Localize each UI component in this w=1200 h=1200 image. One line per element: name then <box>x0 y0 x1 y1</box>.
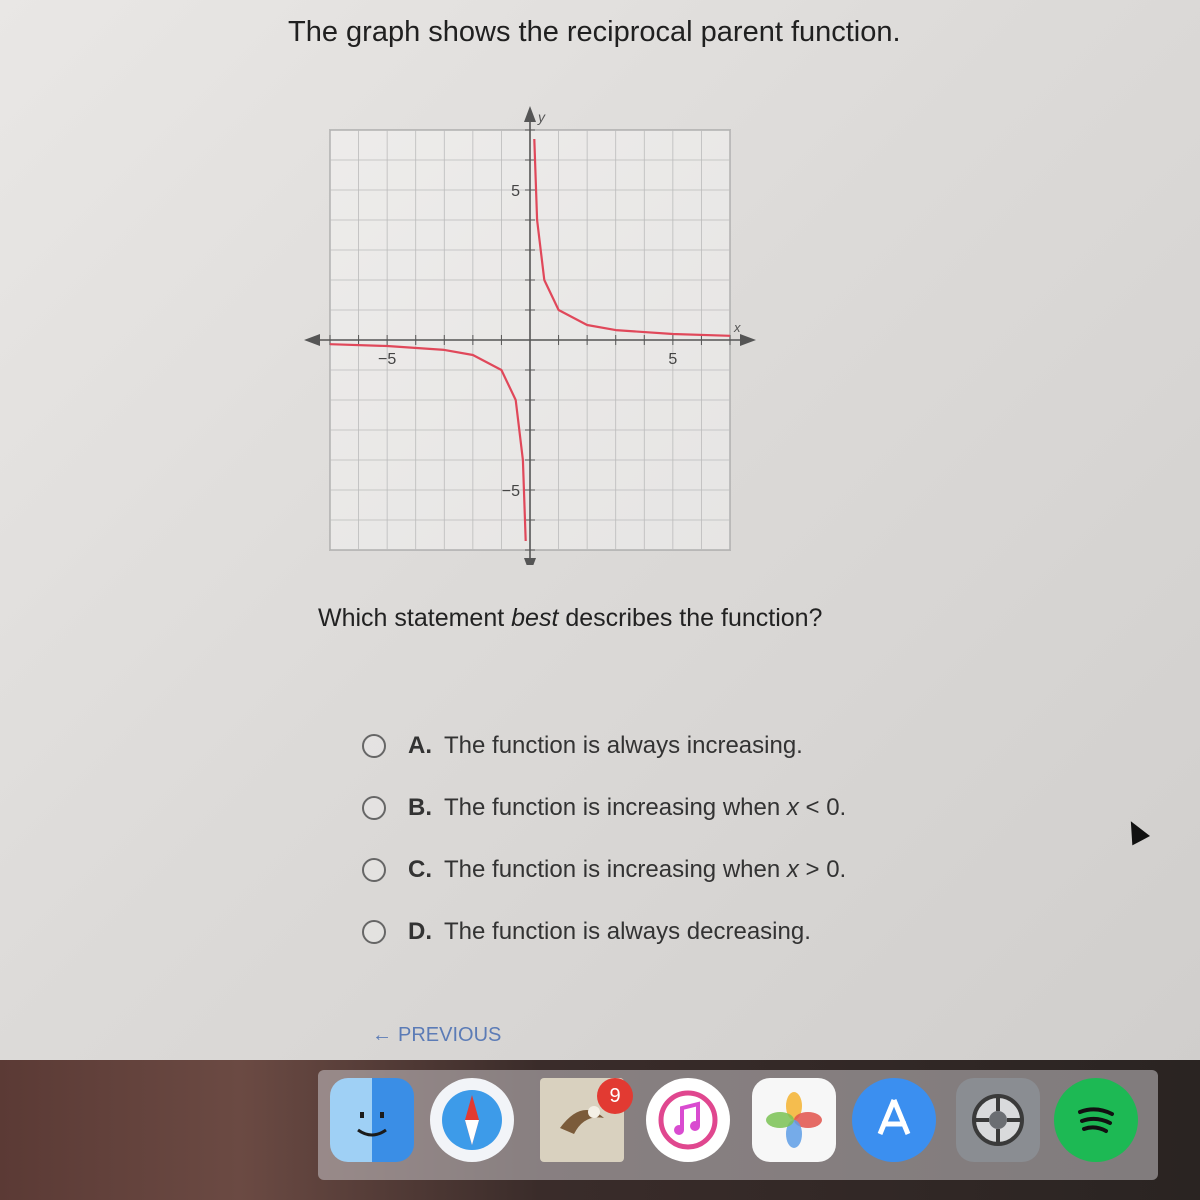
choice-a[interactable] <box>362 726 846 766</box>
choice-text <box>444 856 846 884</box>
radio-c[interactable] <box>362 858 386 882</box>
question-emph: best <box>511 604 559 632</box>
radio-b[interactable] <box>362 796 386 820</box>
mouse-cursor-icon <box>1122 817 1150 846</box>
y-axis-arrow-down <box>524 558 536 565</box>
x-axis-label: x <box>734 320 741 335</box>
radio-d[interactable] <box>362 920 386 944</box>
choice-text-pre: The function is increasing when <box>444 794 787 821</box>
choice-d[interactable] <box>362 912 846 952</box>
answer-choices <box>362 726 846 974</box>
y-axis-label: y <box>538 109 545 125</box>
prompt-text: The graph shows the reciprocal parent function. <box>288 16 901 48</box>
previous-button[interactable] <box>372 1024 501 1047</box>
choice-b[interactable] <box>362 788 846 828</box>
finder-icon[interactable] <box>330 1078 414 1162</box>
choice-letter: D. <box>408 918 432 945</box>
question-after: describes the function? <box>558 604 823 632</box>
choice-letter: B. <box>408 794 432 821</box>
safari-icon[interactable] <box>430 1078 514 1162</box>
x-axis-arrow-left <box>304 334 320 346</box>
choice-text-post: < 0. <box>798 794 847 821</box>
choice-letter: C. <box>408 856 432 883</box>
graph-svg <box>300 105 760 565</box>
app-store-icon[interactable] <box>852 1078 936 1162</box>
x-tick-label-5: 5 <box>668 351 678 368</box>
spotify-icon[interactable] <box>1054 1078 1138 1162</box>
choice-letter: A. <box>408 732 432 759</box>
choice-text: The function is always decreasing. <box>444 918 811 945</box>
choice-text-post: > 0. <box>798 856 847 883</box>
mail-badge: 9 <box>597 1078 633 1114</box>
reciprocal-graph <box>300 105 760 565</box>
x-tick-label-neg5: −5 <box>378 351 397 368</box>
choice-c[interactable] <box>362 850 846 890</box>
itunes-icon[interactable] <box>646 1078 730 1162</box>
choice-text-pre: The function is increasing when <box>444 856 787 883</box>
system-preferences-icon[interactable] <box>956 1078 1040 1162</box>
photos-icon[interactable] <box>752 1078 836 1162</box>
y-axis-arrow-up <box>524 106 536 122</box>
choice-text <box>444 794 846 822</box>
radio-a[interactable] <box>362 734 386 758</box>
y-tick-label-neg5: −5 <box>501 483 520 500</box>
y-tick-label-5: 5 <box>511 183 520 200</box>
arrow-left-icon: ← <box>372 1024 392 1046</box>
previous-label: PREVIOUS <box>398 1024 502 1046</box>
question-text <box>318 604 822 633</box>
choice-var: x <box>786 794 799 821</box>
question-before: Which statement <box>318 604 512 632</box>
choice-var: x <box>786 856 799 883</box>
choice-text: The function is always increasing. <box>444 732 803 759</box>
x-axis-arrow-right <box>740 334 756 346</box>
